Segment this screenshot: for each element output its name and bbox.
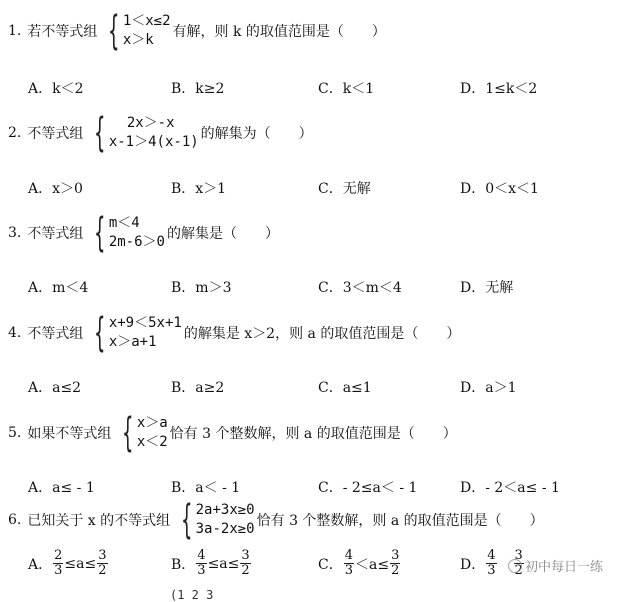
relation: ＜a≤ — [355, 556, 390, 573]
question-number: 4. — [8, 325, 22, 341]
option-letter: A． — [28, 556, 53, 573]
option-b[interactable]: B．a≥2 — [171, 380, 225, 396]
option-c[interactable]: C．- 2≤a＜ - 1 — [318, 480, 418, 496]
brace-icon: { — [94, 210, 106, 256]
watermark — [508, 556, 603, 575]
system-line: 2a+3x≥0 — [195, 502, 255, 518]
question-number: 2. — [8, 125, 22, 141]
question-suffix: 的解集是（ ） — [166, 226, 279, 242]
system-line: x＞a — [136, 415, 168, 431]
question-prefix: 已知关于 x 的不等式组 — [27, 513, 171, 529]
fraction: $\frac{3}{2}$ — [98, 548, 107, 578]
question-suffix: 有解，则 k 的取值范围是（ ） — [172, 24, 386, 40]
question-number: 5. — [8, 425, 22, 441]
fraction: $\frac{2}{3}$ — [54, 548, 63, 578]
relation: ≤a≤ — [207, 555, 240, 572]
option-c[interactable]: C．3＜m＜4 — [318, 280, 402, 296]
option-b[interactable] — [171, 549, 252, 578]
system-line: x+9＜5x+1 — [108, 315, 182, 331]
option-b[interactable]: B．k≥2 — [171, 81, 225, 97]
brace-icon: { — [181, 497, 193, 543]
option-c[interactable]: C．k＜1 — [318, 81, 375, 97]
brace-icon: { — [108, 8, 120, 54]
question-number: 1. — [8, 23, 22, 39]
question-5 — [8, 410, 457, 456]
question-4 — [8, 310, 460, 356]
system-line: 2m-6＞0 — [108, 234, 165, 250]
option-d[interactable]: D．a＞1 — [460, 380, 517, 396]
question-1 — [8, 8, 386, 54]
options-5 — [28, 477, 628, 497]
inequality-system — [87, 110, 199, 156]
question-number: 6. — [8, 512, 22, 528]
fraction: $\frac{4}{3}$ — [344, 548, 353, 578]
option-d[interactable]: D．1≤k＜2 — [460, 81, 538, 97]
brace-icon: { — [122, 410, 134, 456]
option-a[interactable] — [28, 549, 109, 578]
option-b[interactable]: B．m＞3 — [171, 280, 232, 296]
question-suffix: 的解集是 x＞2，则 a 的取值范围是（ ） — [183, 326, 461, 342]
brace-icon: { — [94, 310, 106, 356]
question-3 — [8, 210, 279, 256]
cutoff-line: (1 2 3 — [170, 588, 214, 602]
inequality-system — [87, 310, 182, 356]
inequality-system — [87, 210, 165, 256]
option-letter: D． — [460, 556, 486, 573]
question-suffix: 恰有 3 个整数解，则 a 的取值范围是（ ） — [169, 426, 457, 442]
system-line: 3a-2x≥0 — [195, 521, 255, 537]
options-3 — [28, 277, 628, 297]
option-b[interactable]: B．x＞1 — [171, 181, 227, 197]
fraction: $\frac{3}{2}$ — [391, 548, 400, 578]
question-number: 3. — [8, 225, 22, 241]
option-letter: C． — [318, 556, 343, 573]
system-line: x＞a+1 — [108, 334, 157, 350]
inequality-system — [115, 410, 168, 456]
question-prefix: 不等式组 — [27, 126, 84, 142]
question-prefix: 如果不等式组 — [27, 426, 112, 442]
system-line: m＜4 — [108, 215, 140, 231]
option-c[interactable]: C．a≤1 — [318, 380, 372, 396]
system-line: x＜2 — [136, 434, 168, 450]
system-line: 1＜x≤2 — [122, 13, 171, 29]
option-b[interactable]: B．a＜ - 1 — [171, 480, 241, 496]
option-c[interactable]: C．无解 — [318, 181, 371, 197]
question-6 — [8, 497, 544, 543]
options-4 — [28, 377, 628, 397]
inequality-system — [101, 8, 171, 54]
options-2 — [28, 178, 628, 198]
option-d[interactable]: D．- 2＜a≤ - 1 — [460, 480, 560, 496]
question-prefix: 不等式组 — [27, 326, 84, 342]
option-a[interactable]: A．a≤2 — [28, 380, 82, 396]
system-line: 2x＞-x — [126, 115, 175, 131]
option-a[interactable]: A．x＞0 — [28, 181, 83, 197]
relation: ≤a≤ — [64, 555, 97, 572]
fraction: $\frac{4}{3}$ — [487, 548, 496, 578]
question-prefix: 不等式组 — [27, 226, 84, 242]
option-c[interactable] — [318, 549, 401, 578]
option-a[interactable]: A．k＜2 — [28, 81, 84, 97]
watermark-text: 初中每日一练 — [525, 560, 604, 575]
option-a[interactable]: A．m＜4 — [28, 280, 89, 296]
option-a[interactable]: A．a≤ - 1 — [28, 480, 95, 496]
fraction: $\frac{3}{2}$ — [241, 548, 250, 578]
system-line: x＞k — [122, 32, 154, 48]
brace-icon: { — [94, 110, 106, 156]
wechat-icon — [508, 559, 522, 573]
option-d[interactable]: D．0＜x＜1 — [460, 181, 539, 197]
options-1 — [28, 78, 628, 98]
inequality-system — [174, 497, 255, 543]
option-d[interactable]: D．无解 — [460, 280, 514, 296]
fraction: $\frac{4}{3}$ — [197, 548, 206, 578]
question-2 — [8, 110, 313, 156]
question-suffix: 恰有 3 个整数解，则 a 的取值范围是（ ） — [256, 513, 544, 529]
option-letter: B． — [171, 556, 196, 573]
system-line: x-1＞4(x-1) — [108, 134, 199, 150]
question-prefix: 若不等式组 — [27, 24, 98, 40]
question-suffix: 的解集为（ ） — [200, 126, 313, 142]
fraction: $\frac{3}{2}$ — [514, 548, 523, 578]
